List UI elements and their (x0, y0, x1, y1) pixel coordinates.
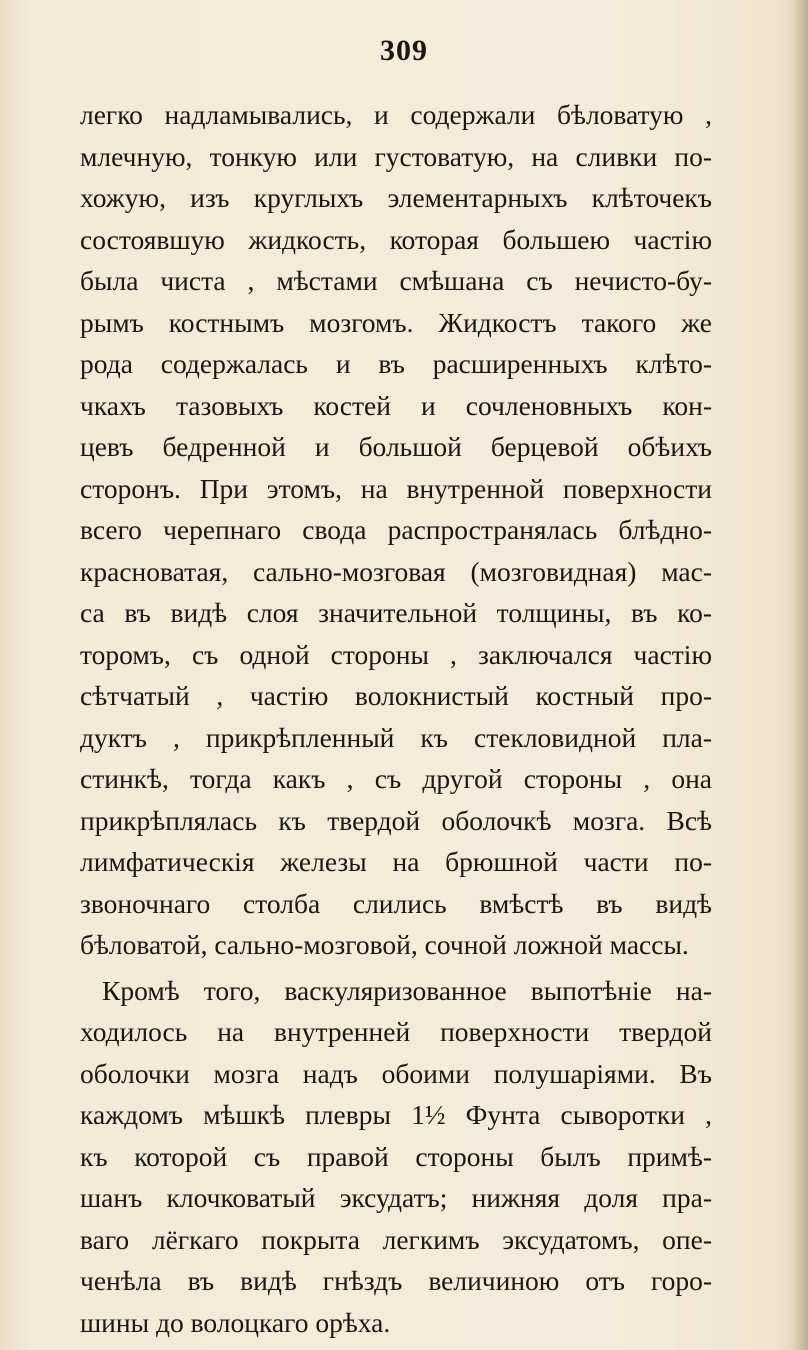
text-line: са въ видѣ слоя значительной толщины, въ ко- (80, 597, 712, 628)
text-line: ваго лёгкаго покрыта легкимъ эксудатомъ, опе- (80, 1223, 712, 1255)
text-line: стинкѣ, тогда какъ , съ другой стороны , она (80, 763, 712, 794)
text-line: каждомъ мѣшкѣ плевры 1½ Фунта сыворотки , (80, 1099, 712, 1130)
text-line: сторонъ. При этомъ, на внутренной поверхности (80, 472, 712, 504)
text-line: торомъ, съ одной стороны , заключался частію (80, 638, 712, 670)
paragraph (80, 94, 712, 966)
text-line: сѣтчатый , частію волокнистый костный про- (80, 680, 712, 711)
text-line: бѣловатой, сально-мозговой, сочной ложной массы. (80, 929, 689, 960)
page-number: 309 (380, 34, 428, 67)
text-line: состоявшую жидкость, которая большею частію (80, 223, 712, 255)
text-line: млечную, тонкую или густоватую, на сливки по- (80, 140, 712, 172)
text-line: чкахъ тазовыхъ костей и сочленовныхъ кон- (80, 389, 712, 421)
text-line: дуктъ , прикрѣпленный къ стекловидной пла- (80, 721, 712, 753)
body-text (80, 94, 712, 1343)
text-line: была чиста , мѣстами смѣшана съ нечисто-бу- (80, 265, 712, 296)
text-line: красноватая, сально-мозговая (мозговидная) мас- (80, 555, 712, 587)
text-line: легко надламывались, и содержали бѣловатую , (80, 99, 712, 130)
text-line: оболочки мозга надъ обоими полушаріями. Въ (80, 1057, 712, 1089)
text-line: прикрѣплялась къ твердой оболочкѣ мозга. Всѣ (80, 804, 712, 836)
paragraph (80, 970, 712, 1344)
page-edge-shadow (792, 0, 808, 1350)
text-line: рымъ костнымъ мозгомъ. Жидкостъ такого же (80, 306, 712, 338)
text-line: всего черепнаго свода распространялась блѣдно- (80, 514, 712, 545)
text-line: Кромѣ того, васкуляризованное выпотѣніе на- (102, 974, 712, 1006)
text-line: хожую, изъ круглыхъ элементарныхъ клѣточекъ (80, 182, 712, 213)
text-line: цевъ бедренной и большой берцевой обѣихъ (80, 431, 712, 462)
text-line: рода содержалась и въ расширенныхъ клѣто- (80, 348, 712, 379)
text-line: шанъ клочковатый эксудатъ; нижняя доля пра- (80, 1182, 712, 1213)
text-line: ченѣла въ видѣ гнѣздъ величиною отъ горо- (80, 1265, 712, 1296)
text-line: ходилось на внутренней поверхности твердой (80, 1016, 712, 1047)
text-line: лимфатическія железы на брюшной части по- (80, 846, 712, 877)
text-line: звоночнаго столба слились вмѣстѣ въ видѣ (80, 887, 712, 919)
text-line: шины до волоцкаго орѣха. (80, 1306, 391, 1338)
text-line: къ которой съ правой стороны былъ примѣ- (80, 1140, 712, 1172)
